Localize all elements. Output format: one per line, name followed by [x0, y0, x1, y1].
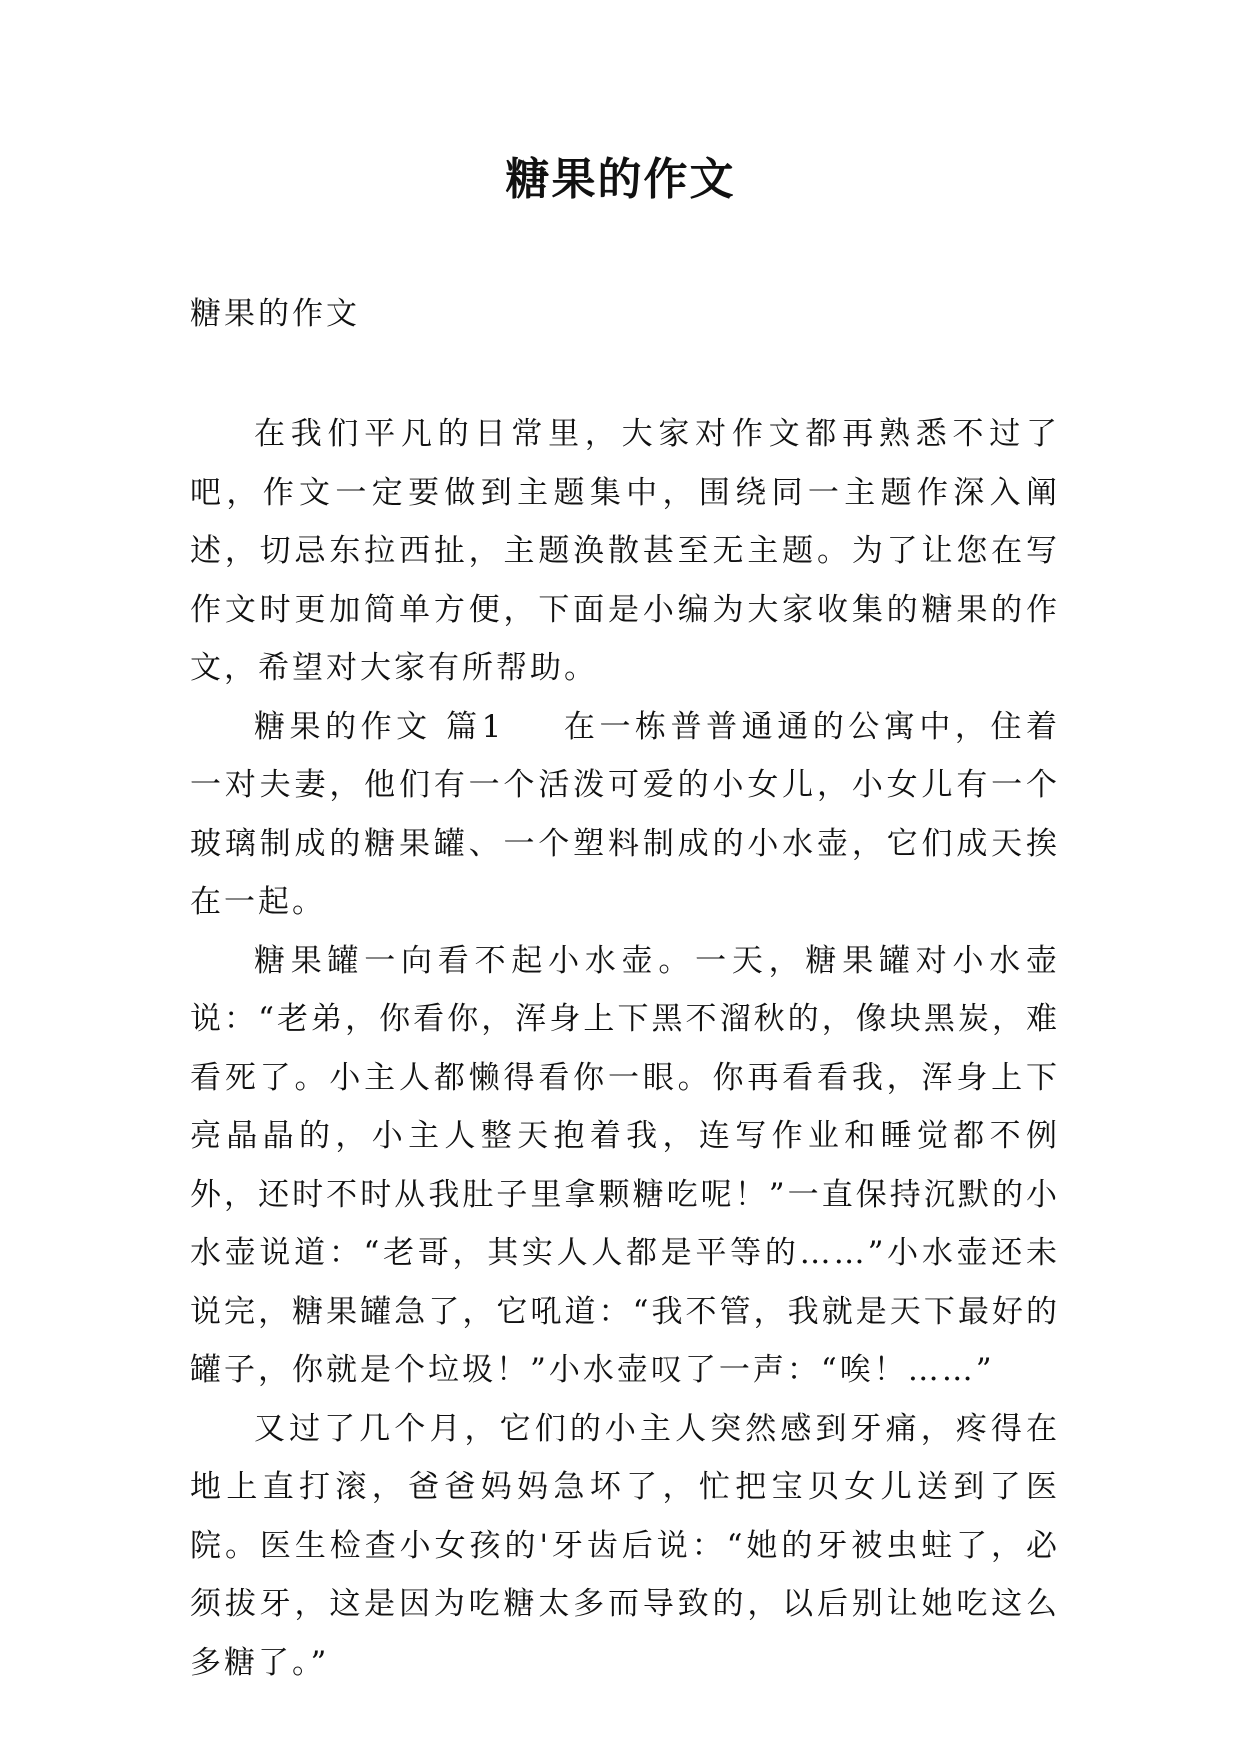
section-heading: 糖果的作文 篇1 [254, 708, 505, 745]
document-title: 糖果的作文 [505, 154, 736, 205]
story-paragraph-1-text: 在一栋普普通通的公寓中，住着一对夫妻，他们有一个活泼可爱的小女儿，小女儿有一个玻璃制成的糖果罐、一个塑料制成的小水壶，它们成天挨在一起。 [190, 708, 1061, 920]
story-paragraph-3: 又过了几个月，它们的小主人突然感到牙痛，疼得在地上直打滚，爸爸妈妈急坏了，忙把宝贝女儿送到了医院。医生检查小女孩的'牙齿后说：“她的牙被虫蛀了，必须拔牙，这是因为吃糖太多而导致的，以后别让她吃这么多糖了。” [190, 1410, 1060, 1681]
story-paragraph-1 [190, 698, 1060, 932]
story-paragraph-2: 糖果罐一向看不起小水壶。一天，糖果罐对小水壶说：“老弟，你看你，浑身上下黑不溜秋的，像块黑炭，难看死了。小主人都懒得看你一眼。你再看看我，浑身上下亮晶晶的，小主人整天抱着我，连写作业和睡觉都不例外，还时不时从我肚子里拿颗糖吃呢！”一直保持沉默的小水壶说道：“老哥，其实人人都是平等的……”小水壶还未说完，糖果罐急了，它吼道：“我不管，我就是天下最好的罐子，你就是个垃圾！”小水壶叹了一声：“唉！……” [190, 942, 1060, 1388]
document-subtitle: 糖果的作文 [190, 296, 360, 332]
document-body [190, 405, 1060, 1692]
intro-paragraph: 在我们平凡的日常里，大家对作文都再熟悉不过了吧，作文一定要做到主题集中，围绕同一主题作深入阐述，切忌东拉西扯，主题涣散甚至无主题。为了让您在写作文时更加简单方便，下面是小编为大家收集的糖果的作文，希望对大家有所帮助。 [190, 416, 1060, 686]
